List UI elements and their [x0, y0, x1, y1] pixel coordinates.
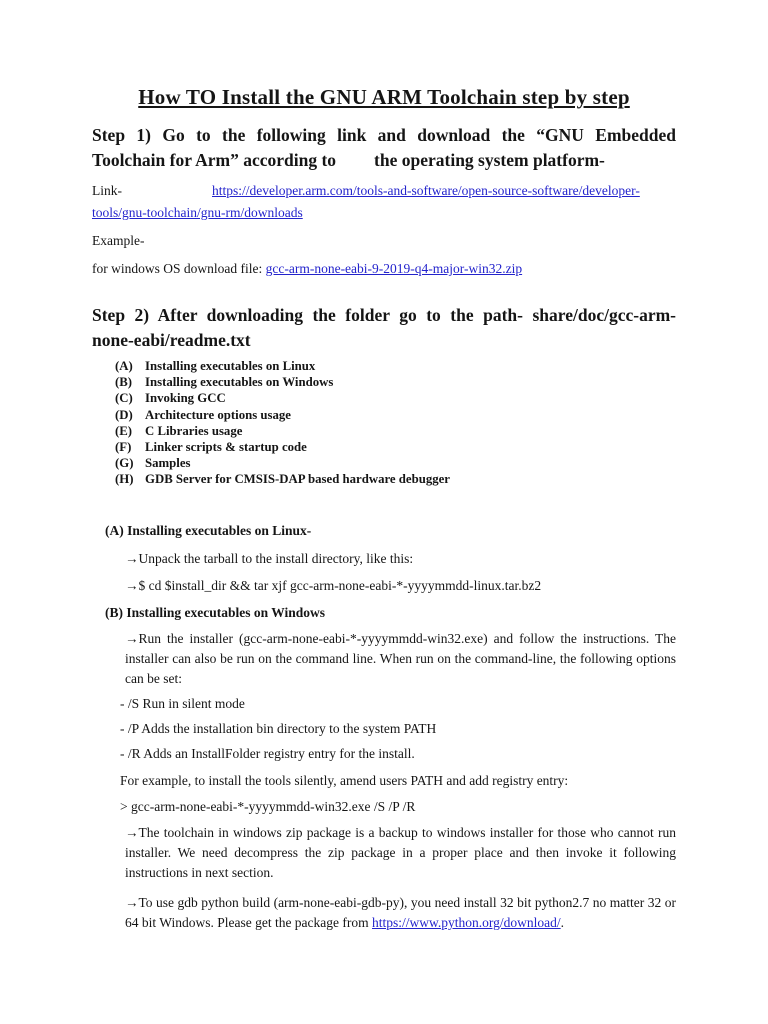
- step2-heading-line2: none-eabi/readme.txt: [92, 330, 251, 350]
- toc-label: (H): [115, 472, 134, 487]
- link-label: Link-: [92, 183, 122, 198]
- windows-download-line: [92, 258, 676, 280]
- toc-text: Architecture options usage: [145, 407, 291, 422]
- toc-item-c: [115, 390, 676, 406]
- toc-item-b: [115, 374, 676, 390]
- installer-option-path: - /P Adds the installation bin directory to the system PATH: [120, 720, 437, 736]
- step1-heading-line2-right: the operating system platform-: [374, 150, 605, 170]
- step1-heading: [92, 123, 676, 173]
- toc-label: (A): [115, 359, 133, 373]
- install-example-line: For example, to install the tools silently, amend users PATH and add registry entry:: [120, 772, 569, 788]
- toc-text: Samples: [145, 456, 191, 471]
- step1-heading-line2-left: Toolchain for Arm” according to: [92, 150, 337, 170]
- gdb-note-text: →To use gdb python build (arm-none-eabi-gdb-py), you need install 32 bit python2.7 no matter 32 or 64 bit Windows. Please get the package from: [125, 894, 676, 930]
- step2-heading: [92, 303, 676, 353]
- toc-label: (G): [115, 456, 134, 471]
- windows-download-prefix: for windows OS download file:: [92, 261, 266, 276]
- toc-text: GDB Server for CMSIS-DAP based hardware debugger: [145, 472, 450, 487]
- windows-installer-paragraph: →Run the installer (gcc-arm-none-eabi-*-yyyymmdd-win32.exe) and follow the instructions. The installer can also be run on the command line. When run on the command-line, the following options can be set:: [125, 630, 676, 686]
- arm-toolchain-link-line1[interactable]: https://developer.arm.com/tools-and-software/open-source-software/developer-: [212, 183, 640, 198]
- toc-label: (B): [115, 375, 133, 390]
- zip-package-note: →The toolchain in windows zip package is a backup to windows installer for those who cannot run installer. We need decompress the zip package in a proper place and then invoke it following instructions in next section.: [125, 824, 676, 880]
- example-label: Example-: [92, 233, 145, 248]
- toc-text: Installing executables on Linux: [145, 359, 316, 373]
- toc-item-e: [115, 423, 676, 439]
- gdb-python-note: [125, 893, 676, 933]
- toc-text: Installing executables on Windows: [145, 375, 334, 390]
- section-linux-heading: (A) Installing executables on Linux-: [105, 522, 312, 538]
- installer-option-registry: - /R Adds an InstallFolder registry entry for the install.: [120, 745, 415, 761]
- toc-text: Invoking GCC: [145, 391, 226, 406]
- arm-link-paragraph: [92, 180, 676, 224]
- step1-heading-line1: Step 1) Go to the following link and download the “GNU Embedded: [92, 125, 676, 145]
- step1-heading-line2: [92, 148, 676, 173]
- toc-item-h: [115, 471, 676, 487]
- toc-item-d: [115, 407, 676, 423]
- installer-option-silent: - /S Run in silent mode: [120, 695, 245, 711]
- toc-label: (F): [115, 440, 132, 455]
- toc-item-g: [115, 455, 676, 471]
- step2-heading-line1: Step 2) After downloading the folder go to the path- share/doc/gcc-arm-: [92, 305, 676, 325]
- toc-text: C Libraries usage: [145, 423, 243, 438]
- section-windows-heading: (B) Installing executables on Windows: [105, 604, 326, 620]
- toc-label: (C): [115, 391, 133, 406]
- toc-text: Linker scripts & startup code: [145, 440, 307, 455]
- arm-toolchain-link-line2[interactable]: tools/gnu-toolchain/gnu-rm/downloads: [92, 205, 303, 220]
- python-download-link[interactable]: https://www.python.org/download/: [372, 914, 561, 930]
- toc-label: (E): [115, 423, 133, 438]
- linux-item-command: →$ cd $install_dir && tar xjf gcc-arm-none-eabi-*-yyyymmdd-linux.tar.bz2: [125, 577, 542, 593]
- readme-toc: [115, 358, 676, 488]
- linux-item-unpack: →Unpack the tarball to the install directory, like this:: [125, 550, 414, 566]
- windows-zip-link[interactable]: gcc-arm-none-eabi-9-2019-q4-major-win32.zip: [265, 261, 523, 276]
- install-command-line: > gcc-arm-none-eabi-*-yyyymmdd-win32.exe /S /P /R: [120, 798, 416, 814]
- toc-item-f: [115, 439, 676, 455]
- toc-label: (D): [115, 407, 133, 422]
- gdb-note-period: .: [560, 914, 565, 930]
- toc-item-a: [115, 358, 676, 374]
- page-title: How TO Install the GNU ARM Toolchain step by step: [138, 85, 630, 109]
- arm-toolchain-link[interactable]: [92, 183, 640, 220]
